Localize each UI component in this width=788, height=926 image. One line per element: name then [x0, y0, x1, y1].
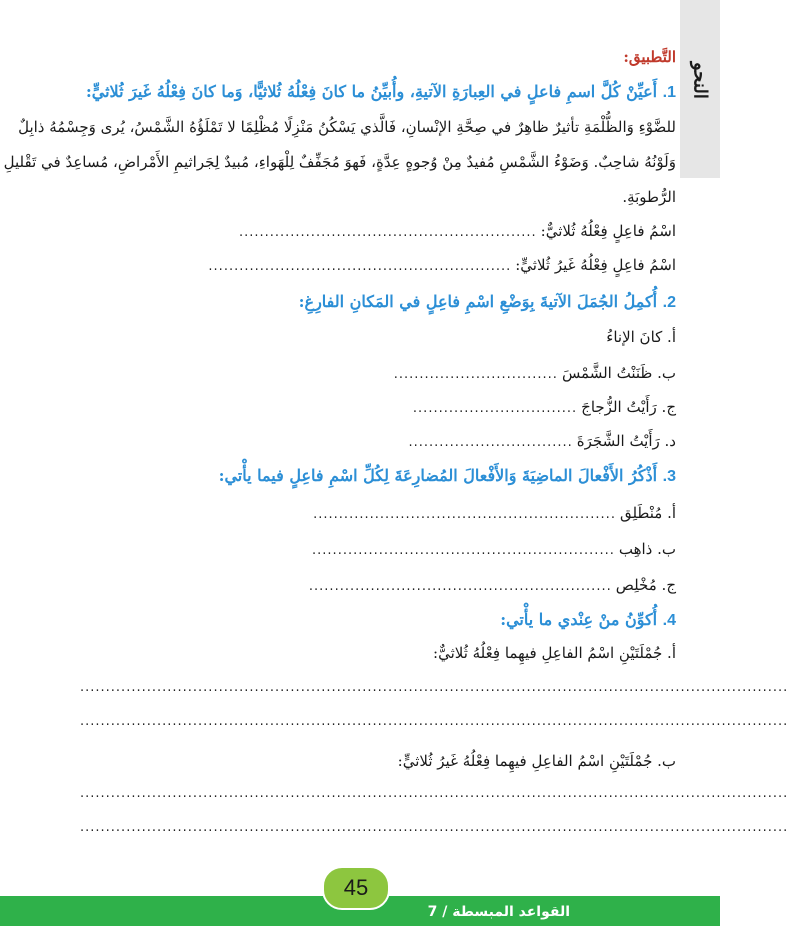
q3-item-a-label: أ. مُنْطَلِق	[619, 504, 676, 522]
question-1-text: أَعيِّنْ كُلَّ اسمِ فاعلٍ في العِبارَةِ الآتيةِ، وأُبيِّنُ ما كانَ فِعْلُهُ ثُلاثيًّا، وَما كانَ فِعْلُهُ غَيرَ ثُلاثيٍّ:	[85, 82, 658, 101]
q4-item-b-label: ب. جُمْلَتَيْنِ اسْمُ الفاعِلِ فيهِما فِعْلُهُ غَيرُ ثُلاثيٍّ:	[397, 752, 676, 770]
q4-item-b	[80, 752, 676, 770]
question-3-number: 3.	[662, 468, 676, 485]
q1-field-1-label: اسْمُ فاعِلٍ فِعْلُهُ ثُلاثيٌّ:	[540, 222, 676, 240]
side-tab	[680, 0, 720, 178]
page-number: 45	[322, 866, 390, 910]
question-3-title	[80, 466, 676, 486]
q4-item-b-blank-1[interactable]: ..........................................................................................................................................	[80, 786, 788, 801]
q2-item-d-blank[interactable]: ................................	[408, 435, 573, 450]
q1-field-2-blank[interactable]: ...........................................................	[208, 259, 512, 274]
q4-item-a-blank-2[interactable]: ..........................................................................................................................................	[80, 714, 788, 729]
question-2-title	[80, 292, 676, 312]
q4-item-b-blank-2[interactable]: ..........................................................................................................................................	[80, 820, 788, 835]
q1-field-1	[80, 222, 676, 240]
question-3-text: أَذْكُرُ الأَفْعالَ الماضِيَةَ وَالأَفْعالَ المُضارِعَةَ لِكُلِّ اسْمِ فاعِلٍ فيما يأْتي:	[218, 466, 658, 485]
q2-item-b-blank[interactable]: ................................	[393, 367, 558, 382]
passage-line-3: الرُّطوبَةِ.	[622, 188, 676, 206]
q2-item-a	[80, 328, 676, 346]
question-1-title	[80, 82, 676, 102]
q2-item-d-label: د. رَأَيْتُ الشَّجَرَةَ	[576, 432, 676, 450]
q1-field-2	[80, 256, 676, 274]
question-2-text: أُكمِلُ الجُمَلَ الآتيةَ بِوَضْعِ اسْمِ فاعِلٍ في المَكانِ الفارِغِ:	[298, 292, 658, 311]
book-title: القواعد المبسطة / 7	[427, 904, 570, 920]
q1-field-2-label: اسْمُ فاعِلٍ فِعْلُهُ غَيرُ ثُلاثيٍّ:	[515, 256, 676, 274]
q3-item-a	[80, 504, 676, 522]
q3-item-c-label: ج. مُخْلِص	[615, 576, 676, 594]
question-4-title	[80, 610, 676, 630]
passage-line-2: وَلَوْنُهُ شاحِبٌ. وَضَوْءُ الشَّمْسِ مُفيدٌ مِنْ وُجوهٍ عِدَّةٍ، فَهوَ مُجَفِّفٌ لِلْهَواءِ، مُبيدٌ لِجَراثيمِ الأَمْراضِ، مُساعِدٌ في تَقْليلِ	[3, 153, 676, 171]
section-title: التَّطبيق:	[623, 48, 676, 66]
question-1-number: 1.	[662, 84, 676, 101]
side-tab-label: النحو	[689, 62, 711, 99]
q2-item-b-label: ب. ظَنَنْتُ الشَّمْسَ	[561, 364, 676, 382]
q4-item-a-blank-1[interactable]: ..........................................................................................................................................	[80, 680, 788, 695]
q2-item-c-label: ج. رَأَيْتُ الزُّجاجَ	[581, 398, 676, 416]
q4-item-a	[80, 644, 676, 662]
q3-item-a-blank[interactable]: ...........................................................	[313, 507, 616, 522]
q3-item-b-blank[interactable]: ...........................................................	[312, 543, 615, 558]
question-4-number: 4.	[662, 612, 676, 629]
q3-item-b-label: ب. ذاهِب	[618, 540, 676, 558]
q2-item-b	[80, 364, 676, 382]
q3-item-b	[80, 540, 676, 558]
q2-item-c-blank[interactable]: ................................	[412, 401, 578, 416]
question-2-number: 2.	[662, 294, 676, 311]
q4-item-a-label: أ. جُمْلَتَيْنِ اسْمُ الفاعِلِ فيهِما فِعْلُهُ ثُلاثيٌّ:	[433, 644, 676, 662]
q1-field-1-blank[interactable]: ..........................................................	[238, 225, 537, 240]
q2-item-c	[80, 398, 676, 416]
q2-item-a-label: أ. كانَ الإناءُ	[606, 328, 676, 346]
q3-item-c	[80, 576, 676, 594]
q3-item-c-blank[interactable]: ...........................................................	[308, 579, 612, 594]
question-4-text: أُكوِّنُ منْ عِنْدي ما يأْتي:	[500, 610, 658, 629]
passage-line-1: للضَّوْءِ وَالظُّلْمَةِ تأثيرٌ ظاهِرٌ في صِحَّةِ الإنْسانِ، فَالَّذي يَسْكُنُ مَنْزِلًا مُظْلِمًا لا تَمْلَؤُهُ الشَّمْسُ، يُرى وَجِسْمُهُ ذابِلٌ	[18, 118, 676, 136]
q2-item-d	[80, 432, 676, 450]
